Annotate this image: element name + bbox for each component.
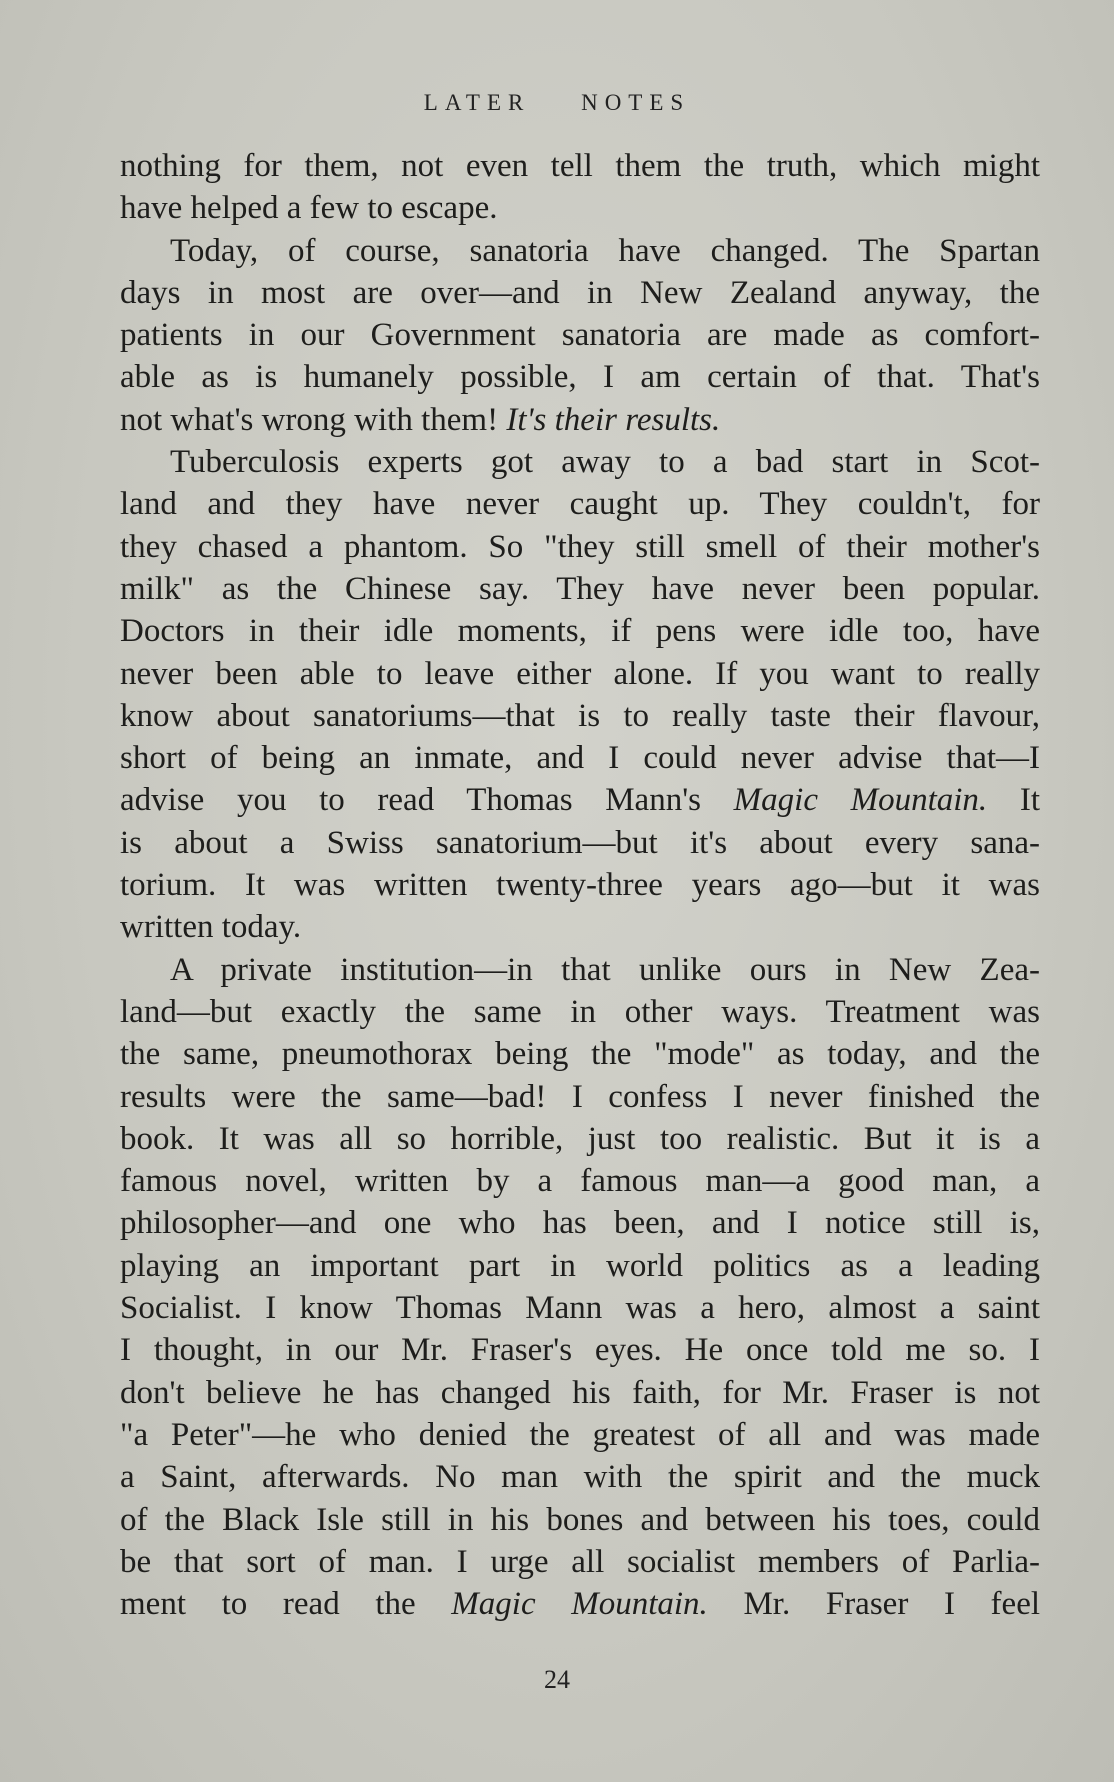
line-text-after: Mr. Fraser I feel — [743, 1586, 1041, 1623]
line-text: book. It was all so horrible, just too realistic. But it is a — [120, 1120, 1040, 1157]
text-line — [120, 356, 1040, 398]
text-line — [120, 1287, 1040, 1329]
italic-text: Magic Mountain. — [733, 782, 988, 819]
text-line — [120, 1245, 1040, 1287]
line-text: Tuberculosis experts got away to a bad start in Scot- — [170, 444, 1040, 481]
line-text: Socialist. I know Thomas Mann was a hero, almost a saint — [120, 1290, 1040, 1327]
line-text: I thought, in our Mr. Fraser's eyes. He once told me so. I — [120, 1332, 1040, 1369]
text-line — [120, 991, 1040, 1033]
line-text: playing an important part in world politics as a leading — [120, 1247, 1040, 1284]
line-text: A private institution—in that unlike ours in New Zea- — [170, 951, 1040, 988]
text-line — [120, 1583, 1040, 1625]
line-text: torium. It was written twenty-three years ago—but it was — [120, 867, 1040, 904]
text-line — [120, 272, 1040, 314]
text-line — [120, 864, 1040, 906]
line-text: advise you to read Thomas Mann's — [120, 782, 701, 819]
line-text: philosopher—and one who has been, and I notice still is, — [120, 1205, 1040, 1242]
text-line — [120, 822, 1040, 864]
text-line — [120, 314, 1040, 356]
line-text: a Saint, afterwards. No man with the spirit and the muck — [120, 1459, 1040, 1496]
text-line — [120, 1372, 1040, 1414]
line-text: nothing for them, not even tell them the truth, which might — [120, 148, 1040, 184]
text-line — [120, 906, 1040, 948]
text-line — [120, 1118, 1040, 1160]
text-line — [120, 1033, 1040, 1075]
text-line — [120, 949, 1040, 991]
text-line — [120, 1076, 1040, 1118]
line-text: land and they have never caught up. They couldn't, for — [120, 486, 1040, 523]
text-line — [120, 695, 1040, 737]
text-line — [120, 483, 1040, 525]
line-text: land—but exactly the same in other ways. Treatment was — [120, 993, 1040, 1030]
text-line — [120, 441, 1040, 483]
line-text: written today. — [120, 909, 302, 946]
text-line — [120, 1541, 1040, 1583]
text-line — [120, 187, 1040, 229]
line-text: never been able to leave either alone. If you want to really — [120, 655, 1040, 692]
line-text: results were the same—bad! I confess I never finished the — [120, 1078, 1040, 1115]
line-text: able as is humanely possible, I am certain of that. That's — [120, 359, 1040, 396]
line-text: patients in our Government sanatoria are made as comfort- — [120, 317, 1040, 354]
line-text: not what's wrong with them! — [120, 401, 499, 438]
text-line — [120, 230, 1040, 272]
text-line — [120, 1456, 1040, 1498]
line-text: Doctors in their idle moments, if pens were idle too, have — [120, 613, 1040, 650]
text-line — [120, 1499, 1040, 1541]
line-text: they chased a phantom. So "they still smell of their mother's — [120, 528, 1040, 565]
running-head: LATER NOTES — [423, 90, 691, 115]
line-text: Today, of course, sanatoria have changed. The Spartan — [170, 232, 1040, 269]
text-line — [120, 145, 1040, 187]
text-line — [120, 1329, 1040, 1371]
line-text: of the Black Isle still in his bones and between his toes, could — [120, 1501, 1040, 1538]
text-line — [120, 1160, 1040, 1202]
line-text: the same, pneumothorax being the "mode" as today, and the — [120, 1036, 1040, 1073]
text-line — [120, 1414, 1040, 1456]
line-text-after: It — [1019, 782, 1041, 819]
line-text: be that sort of man. I urge all socialist members of Parlia- — [120, 1543, 1040, 1580]
line-text: milk" as the Chinese say. They have never been popular. — [120, 570, 1040, 607]
line-text: know about sanatoriums—that is to really taste their flavour, — [120, 697, 1040, 734]
line-text: days in most are over—and in New Zealand anyway, the — [120, 274, 1040, 311]
text-line — [120, 737, 1040, 779]
text-line — [120, 653, 1040, 695]
italic-text: It's their results. — [506, 401, 721, 438]
line-text: famous novel, written by a famous man—a good man, a — [120, 1163, 1040, 1200]
line-text: "a Peter"—he who denied the greatest of all and was made — [120, 1416, 1040, 1453]
text-line — [120, 610, 1040, 652]
page-number: 24 — [544, 1665, 570, 1694]
text-line — [120, 568, 1040, 610]
text-line — [120, 399, 1040, 441]
line-text: is about a Swiss sanatorium—but it's about every sana- — [120, 824, 1040, 861]
text-line — [120, 526, 1040, 568]
line-text: short of being an inmate, and I could never advise that—I — [120, 740, 1040, 777]
line-text: don't believe he has changed his faith, for Mr. Fraser is not — [120, 1374, 1040, 1411]
line-text: ment to read the — [120, 1586, 416, 1623]
line-text: have helped a few to escape. — [120, 190, 498, 227]
body-text — [120, 145, 1040, 1625]
text-line — [120, 779, 1040, 821]
italic-text: Magic Mountain. — [451, 1586, 708, 1623]
text-line — [120, 1202, 1040, 1244]
